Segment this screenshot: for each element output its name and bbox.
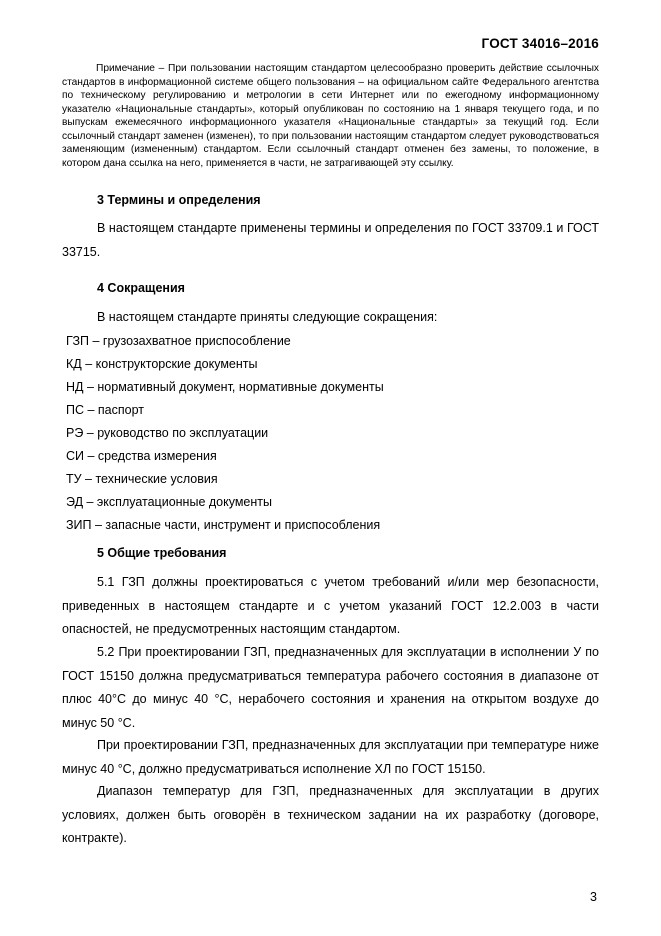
section-5-title: 5 Общие требования	[97, 546, 227, 560]
page-number: 3	[590, 890, 597, 904]
abbreviations-intro: В настоящем стандарте приняты следующие сокращения:	[97, 310, 438, 324]
reference-note-text: Примечание – При пользовании настоящим стандартом целесообразно проверить действие ссылочных стандартов в информационной системе общего пользования – на официальном сайте Федерального агентства по техническому регулированию и метрологии в сети Интернет или по ежегодному информационному указателю «Национальные стандарты», который опубликован по состоянию на 1 января текущего года, и по выпускам ежемесячного информационного указателя «Национальные стандарты» за текущий год. Если ссылочный стандарт заменен (изменен), то при пользовании настоящим стандартом следует руководствоваться заменяющим (измененным) стандартом. Если ссылочный стандарт отменен без замены, то положение, в котором дана ссылка на него, применяется в части, не затрагивающей эту ссылку.	[62, 63, 599, 169]
section-5-2-lowtemp-text: При проектировании ГЗП, предназначенных для эксплуатации при температуре ниже минус 40 °C, должно предусматриваться исполнение ХЛ по ГОСТ 15150.	[62, 738, 599, 776]
abbreviation-item: ЗИП – запасные части, инструмент и приспособления	[66, 518, 381, 532]
section-3-title: 3 Термины и определения	[97, 193, 261, 207]
section-5-2-text: 5.2 При проектировании ГЗП, предназначенных для эксплуатации в исполнении У по ГОСТ 15150 должна предусматриваться температура рабочего состояния в диапазоне от плюс 40°C до минус 40 °C, нерабочего состояния и хранения на открытом воздухе до минус 50 °C.	[62, 645, 599, 730]
abbreviations-list	[66, 330, 384, 537]
abbreviation-item: ЭД – эксплуатационные документы	[66, 495, 272, 509]
abbreviation-item: КД – конструкторские документы	[66, 357, 258, 371]
abbreviation-item: СИ – средства измерения	[66, 449, 217, 463]
section-4-title: 4 Сокращения	[97, 281, 185, 295]
abbreviation-item: РЭ – руководство по эксплуатации	[66, 426, 269, 440]
abbreviation-item: НД – нормативный документ, нормативные документы	[66, 380, 384, 394]
section-5-1-text: 5.1 ГЗП должны проектироваться с учетом требований и/или мер безопасности, приведенных в настоящем стандарте и с учетом указаний ГОСТ 12.2.003 в части опасностей, не предусмотренных настоящим стандартом.	[62, 575, 599, 636]
section-3-text: В настоящем стандарте применены термины и определения по ГОСТ 33709.1 и ГОСТ 33715.	[62, 221, 599, 259]
reference-note	[62, 62, 599, 170]
abbreviation-item: ТУ – технические условия	[66, 472, 218, 486]
abbreviation-item: ГЗП – грузозахватное приспособление	[66, 334, 291, 348]
section-5-2-range-text: Диапазон температур для ГЗП, предназначенных для эксплуатации в других условиях, должен быть оговорён в техническом задании на их разработку (договоре, контракте).	[62, 784, 599, 845]
document-header-id: ГОСТ 34016–2016	[481, 36, 599, 51]
abbreviation-item: ПС – паспорт	[66, 403, 145, 417]
